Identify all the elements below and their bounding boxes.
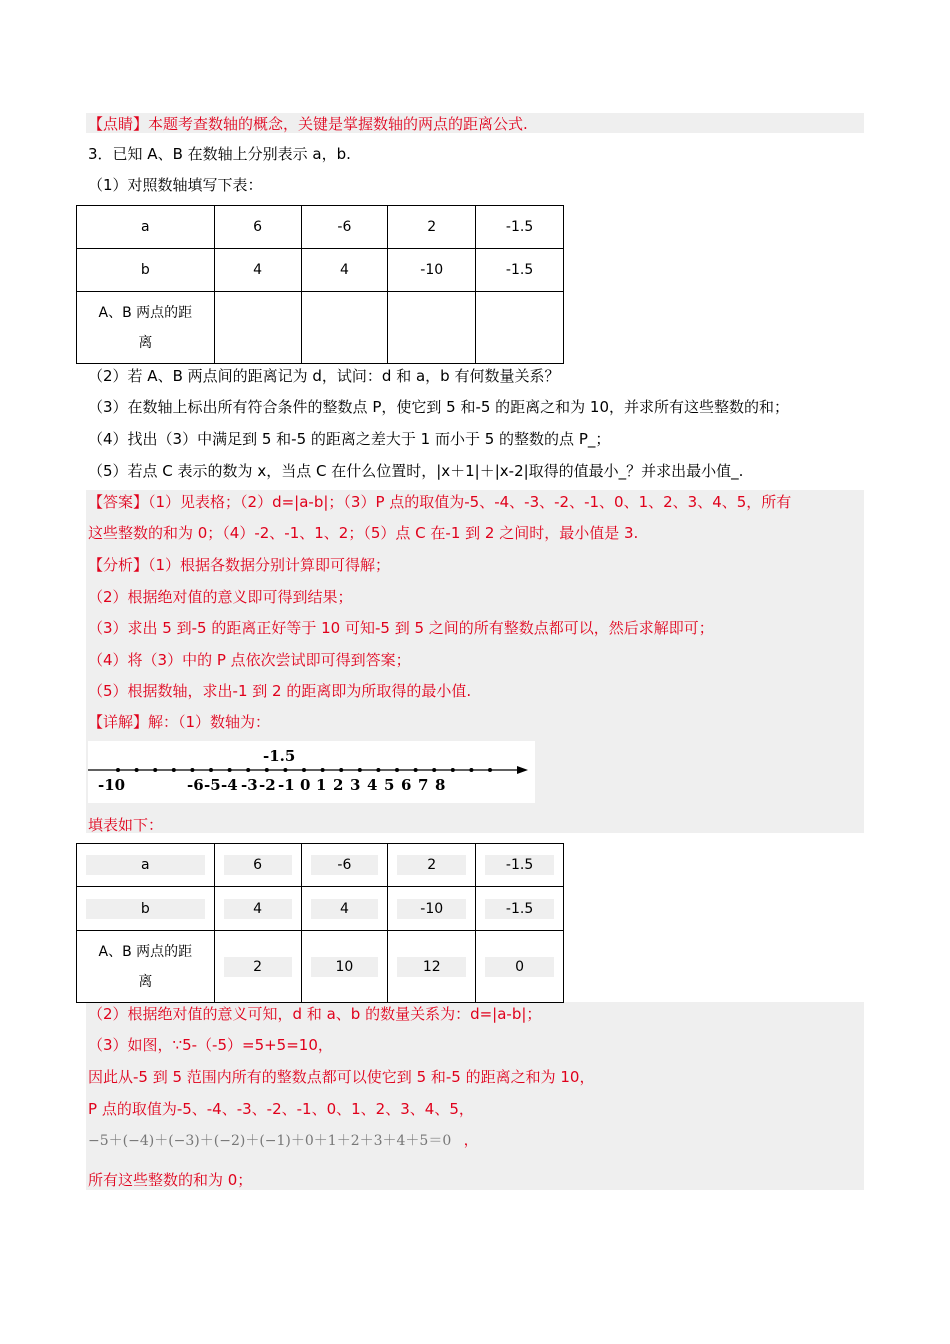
table-cell — [301, 887, 388, 931]
solution-part-3-intro: （3）如图，∵5-（-5）=5+5=10， — [88, 1036, 333, 1054]
answer-line-2: 这些整数的和为 0；（4）-2、-1、1、2；（5）点 C 在-1 到 2 之间时，最小值是 3. — [88, 524, 639, 542]
tick-label: -1 — [278, 776, 295, 794]
table-cell: 2 — [388, 206, 476, 249]
tick-dot — [469, 768, 473, 772]
table-cell — [214, 887, 301, 931]
tick-dot — [265, 768, 269, 772]
question-part-5: （5）若点 C 表示的数为 x，当点 C 在什么位置时，|x＋1|＋|x-2|取得的值最小_？并求出最小值_. — [88, 462, 744, 480]
cell-text: 2 — [224, 957, 292, 977]
table-row-label: a — [77, 206, 215, 249]
tick-label: -4 — [221, 776, 238, 794]
question-stem: 3．已知 A、B 在数轴上分别表示 a，b. — [88, 145, 351, 163]
tick-label: 4 — [367, 776, 378, 794]
cell-text: b — [86, 899, 205, 919]
table-cell: 4 — [214, 249, 301, 292]
sum-formula — [88, 1131, 478, 1151]
number-line-figure — [88, 741, 535, 803]
tick-dot — [135, 768, 139, 772]
table-row — [77, 206, 564, 249]
question-part-1: （1）对照数轴填写下表： — [88, 176, 263, 194]
table-cell — [301, 292, 388, 364]
tick-dot — [339, 768, 343, 772]
table-cell — [214, 931, 301, 1003]
tick-label: -10 — [98, 776, 126, 794]
dianjing-note: 【点睛】本题考查数轴的概念，关键是掌握数轴的两点的距离公式. — [88, 115, 528, 133]
answer-line-1: 【答案】（1）见表格；（2）d=|a-b|；（3）P 点的取值为-5、-4、-3、-2、-1、0、1、2、3、4、5，所有 — [88, 493, 792, 511]
tick-dot — [283, 768, 287, 772]
cell-text: 6 — [224, 855, 292, 875]
tick-label: 8 — [435, 776, 446, 794]
tick-dot — [376, 768, 380, 772]
solution-sum-result: 所有这些整数的和为 0； — [88, 1171, 253, 1189]
minus-one-point-five-label: -1.5 — [263, 747, 296, 765]
table-row — [77, 844, 564, 887]
analysis-line-4: （4）将（3）中的 P 点依次尝试即可得到答案； — [88, 651, 411, 669]
question-part-4: （4）找出（3）中满足到 5 和-5 的距离之差大于 1 而小于 5 的整数的点 P_； — [88, 430, 611, 448]
label-line: A、B 两点的距 — [98, 304, 193, 321]
detail-heading: 【详解】解：（1）数轴为： — [88, 713, 271, 731]
tick-dot — [395, 768, 399, 772]
table-cell: 6 — [214, 206, 301, 249]
tick-label: 5 — [384, 776, 395, 794]
tick-dot — [153, 768, 157, 772]
table-cell — [388, 931, 476, 1003]
tick-dot — [488, 768, 492, 772]
question-part-3: （3）在数轴上标出所有符合条件的整数点 P，使它到 5 和-5 的距离之和为 10，并求所有这些整数的和； — [88, 398, 790, 416]
solution-part-3-values: P 点的取值为-5、-4、-3、-2、-1、0、1、2、3、4、5， — [88, 1100, 474, 1118]
table-cell — [388, 844, 476, 887]
table-row-label — [77, 887, 215, 931]
number-line-svg — [88, 741, 535, 803]
tick-label: -5 — [204, 776, 221, 794]
cell-text: -10 — [397, 899, 466, 919]
analysis-line-5: （5）根据数轴，求出-1 到 2 的距离即为所取得的最小值. — [88, 682, 472, 700]
tick-label: 0 — [300, 776, 311, 794]
table-cell — [476, 844, 564, 887]
tick-label: 3 — [350, 776, 361, 794]
table-cell — [476, 931, 564, 1003]
table-row-label — [77, 931, 215, 1003]
fill-table-heading: 填表如下： — [88, 816, 164, 834]
cell-text: 10 — [311, 957, 379, 977]
tick-label: -6 — [187, 776, 204, 794]
tick-dot — [414, 768, 418, 772]
cell-text: 4 — [311, 899, 379, 919]
table-row — [77, 887, 564, 931]
tick-label: 2 — [333, 776, 344, 794]
tick-dot — [190, 768, 194, 772]
table-cell — [476, 292, 564, 364]
analysis-line-3: （3）求出 5 到-5 的距离正好等于 10 可知-5 到 5 之间的所有整数点都可以，然后求解即可； — [88, 619, 714, 637]
tick-dot — [451, 768, 455, 772]
label-line: A、B 两点的距 — [98, 943, 193, 960]
solution-part-2: （2）根据绝对值的意义可知，d 和 a、b 的数量关系为：d=|a-b|； — [88, 1005, 542, 1023]
table-cell: 4 — [301, 249, 388, 292]
table-cell: -1.5 — [476, 206, 564, 249]
cell-text: 12 — [397, 957, 466, 977]
shade-solution-block — [86, 1002, 864, 1190]
question-part-2: （2）若 A、B 两点间的距离记为 d，试问：d 和 a，b 有何数量关系？ — [88, 367, 560, 385]
cell-text: a — [86, 855, 205, 875]
table-cell — [214, 292, 301, 364]
table-row-label — [77, 292, 215, 364]
table-cell — [476, 887, 564, 931]
table-row — [77, 249, 564, 292]
cell-text: 2 — [397, 855, 466, 875]
table-row — [77, 292, 564, 364]
table-row — [77, 931, 564, 1003]
solution-part-3-reason: 因此从-5 到 5 范围内所有的整数点都可以使它到 5 和-5 的距离之和为 10， — [88, 1068, 595, 1086]
axis-arrow — [517, 766, 528, 774]
tick-label: 1 — [316, 776, 327, 794]
tick-label: -3 — [241, 776, 258, 794]
tick-dot — [358, 768, 362, 772]
analysis-line-1: 【分析】（1）根据各数据分别计算即可得解； — [88, 556, 391, 574]
cell-text: 0 — [485, 957, 554, 977]
cell-text: -1.5 — [485, 855, 554, 875]
question-table — [76, 205, 564, 364]
analysis-line-2: （2）根据绝对值的意义即可得到结果； — [88, 588, 353, 606]
table-cell: -10 — [388, 249, 476, 292]
tick-dot — [302, 768, 306, 772]
tick-dot — [432, 768, 436, 772]
table-cell: -6 — [301, 206, 388, 249]
table-cell — [214, 844, 301, 887]
tick-label: 7 — [418, 776, 429, 794]
table-cell — [301, 931, 388, 1003]
formula-comma: ， — [463, 1133, 478, 1149]
table-cell: -1.5 — [476, 249, 564, 292]
tick-dot — [321, 768, 325, 772]
label-line: 离 — [138, 334, 153, 351]
tick-label: -2 — [259, 776, 276, 794]
cell-text: 4 — [224, 899, 292, 919]
tick-dot — [116, 768, 120, 772]
answer-table — [76, 843, 564, 1003]
tick-label: 6 — [401, 776, 412, 794]
table-row-label — [77, 844, 215, 887]
formula-text: −5＋(−4)＋(−3)＋(−2)＋(−1)＋0＋1＋2＋3＋4＋5＝0 — [88, 1133, 452, 1149]
table-cell — [301, 844, 388, 887]
tick-dot — [209, 768, 213, 772]
cell-text: -1.5 — [485, 899, 554, 919]
tick-dot — [228, 768, 232, 772]
label-line: 离 — [138, 973, 153, 990]
tick-dots — [116, 768, 492, 772]
cell-text: -6 — [311, 855, 379, 875]
tick-dot — [246, 768, 250, 772]
tick-dot — [172, 768, 176, 772]
table-row-label: b — [77, 249, 215, 292]
table-cell — [388, 292, 476, 364]
table-cell — [388, 887, 476, 931]
